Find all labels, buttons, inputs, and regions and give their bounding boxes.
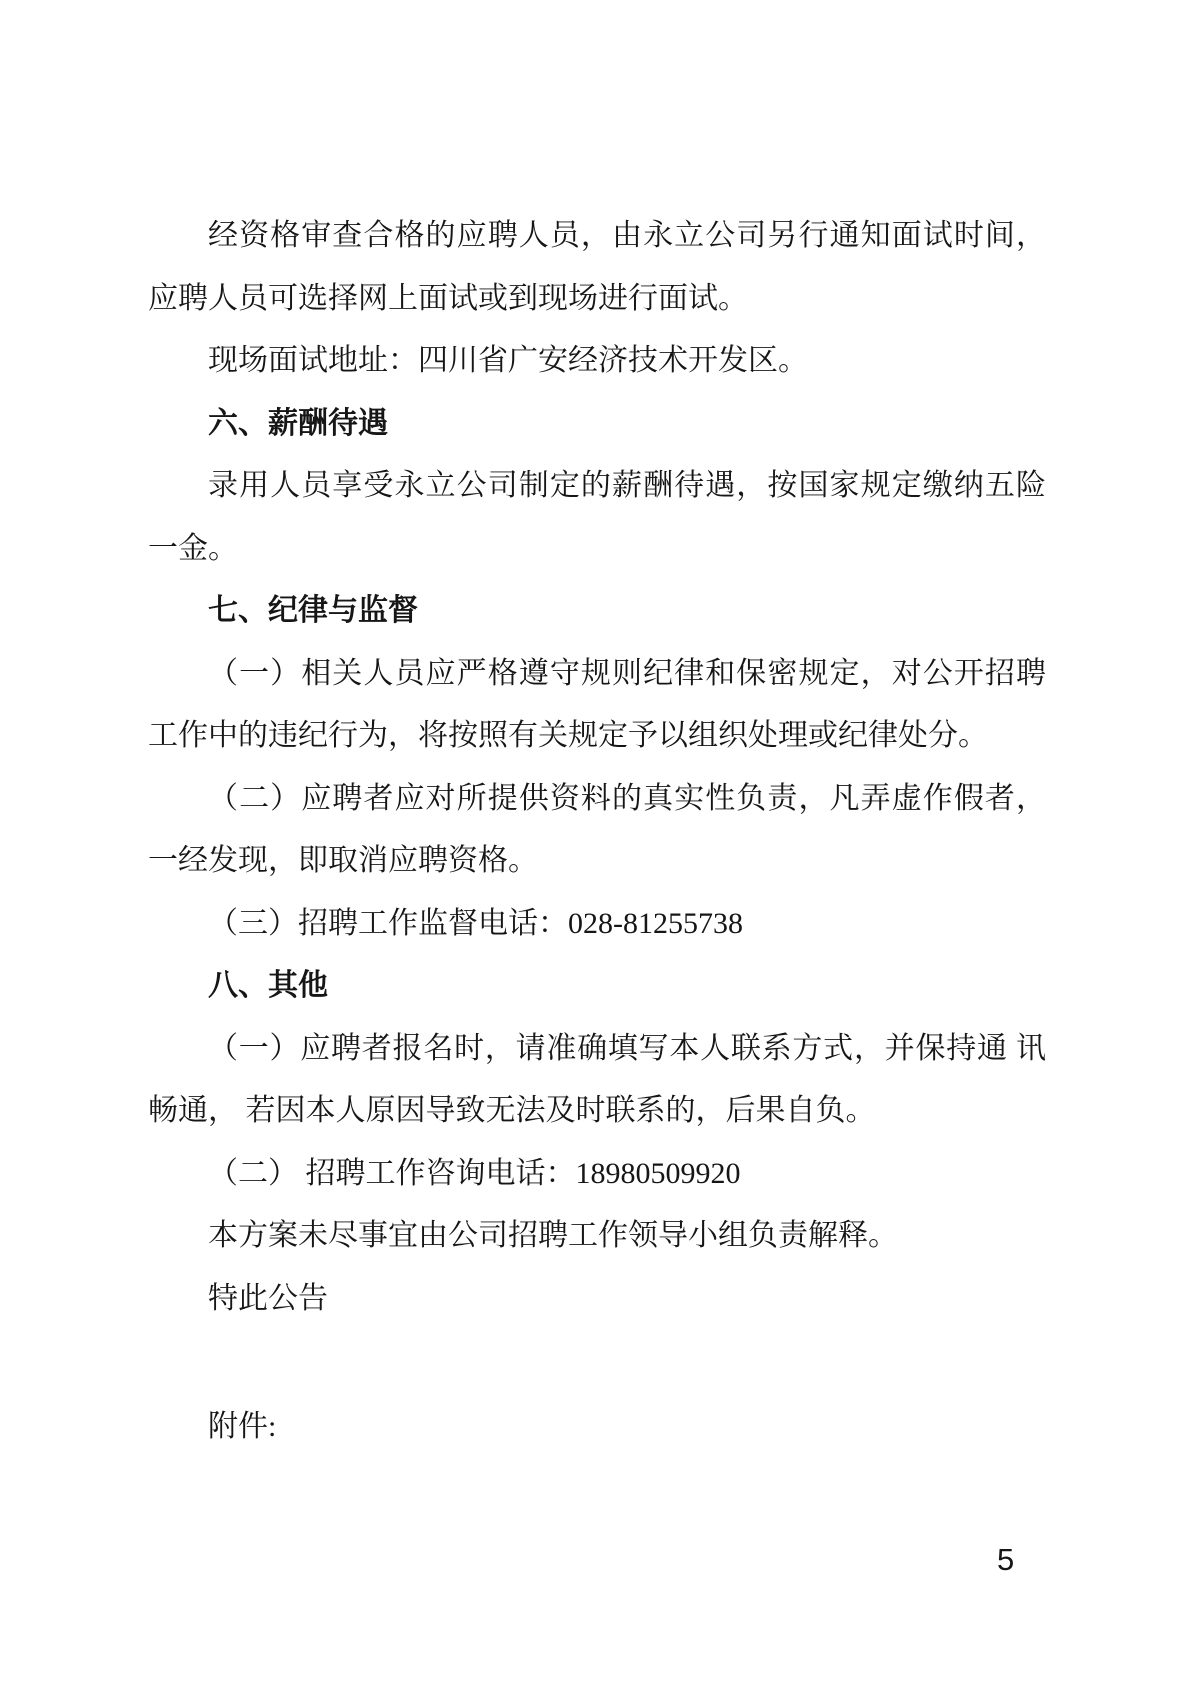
paragraph-discipline-rule-2: （二）应聘者应对所提供资料的真实性负责，凡弄虚作假者，一经发现，即取消应聘资格。 [148,781,1046,877]
heading-section-8-other: 八、其他 [208,969,328,1002]
paragraph-supervision-phone: （三）招聘工作监督电话：028-81255738 [208,906,743,940]
paragraph-onsite-interview-address: 现场面试地址：四川省广安经济技术开发区。 [208,344,808,377]
paragraph-discipline-rule-1: （一）相关人员应严格遵守规则纪律和保密规定，对公开招聘工作中的违纪行为，将按照有关规定予以组织处理或纪律处分。 [148,656,1046,752]
paragraph-interview-notification: 经资格审查合格的应聘人员，由永立公司另行通知面试时间，应聘人员可选择网上面试或到现场进行面试。 [148,219,1046,315]
paragraph-other-contact-info: （一）应聘者报名时，请准确填写本人联系方式，并保持通 讯畅通， 若因本人原因导致无法及时联系的，后果自负。 [148,1031,1046,1127]
paragraph-consult-phone: （二） 招聘工作咨询电话：18980509920 [208,1156,741,1190]
paragraph-interpretation-note: 本方案未尽事宜由公司招聘工作领导小组负责解释。 [208,1219,898,1252]
paragraph-announcement-closing: 特此公告 [208,1281,328,1315]
paragraph-compensation-detail: 录用人员享受永立公司制定的薪酬待遇，按国家规定缴纳五险一金。 [148,469,1046,565]
heading-section-7-discipline-supervision: 七、纪律与监督 [208,594,418,627]
heading-section-6-compensation: 六、薪酬待遇 [208,406,388,440]
page-number: 5 [997,1542,1015,1577]
document-body [148,205,1046,1459]
attachment-label: 附件: [208,1410,277,1443]
